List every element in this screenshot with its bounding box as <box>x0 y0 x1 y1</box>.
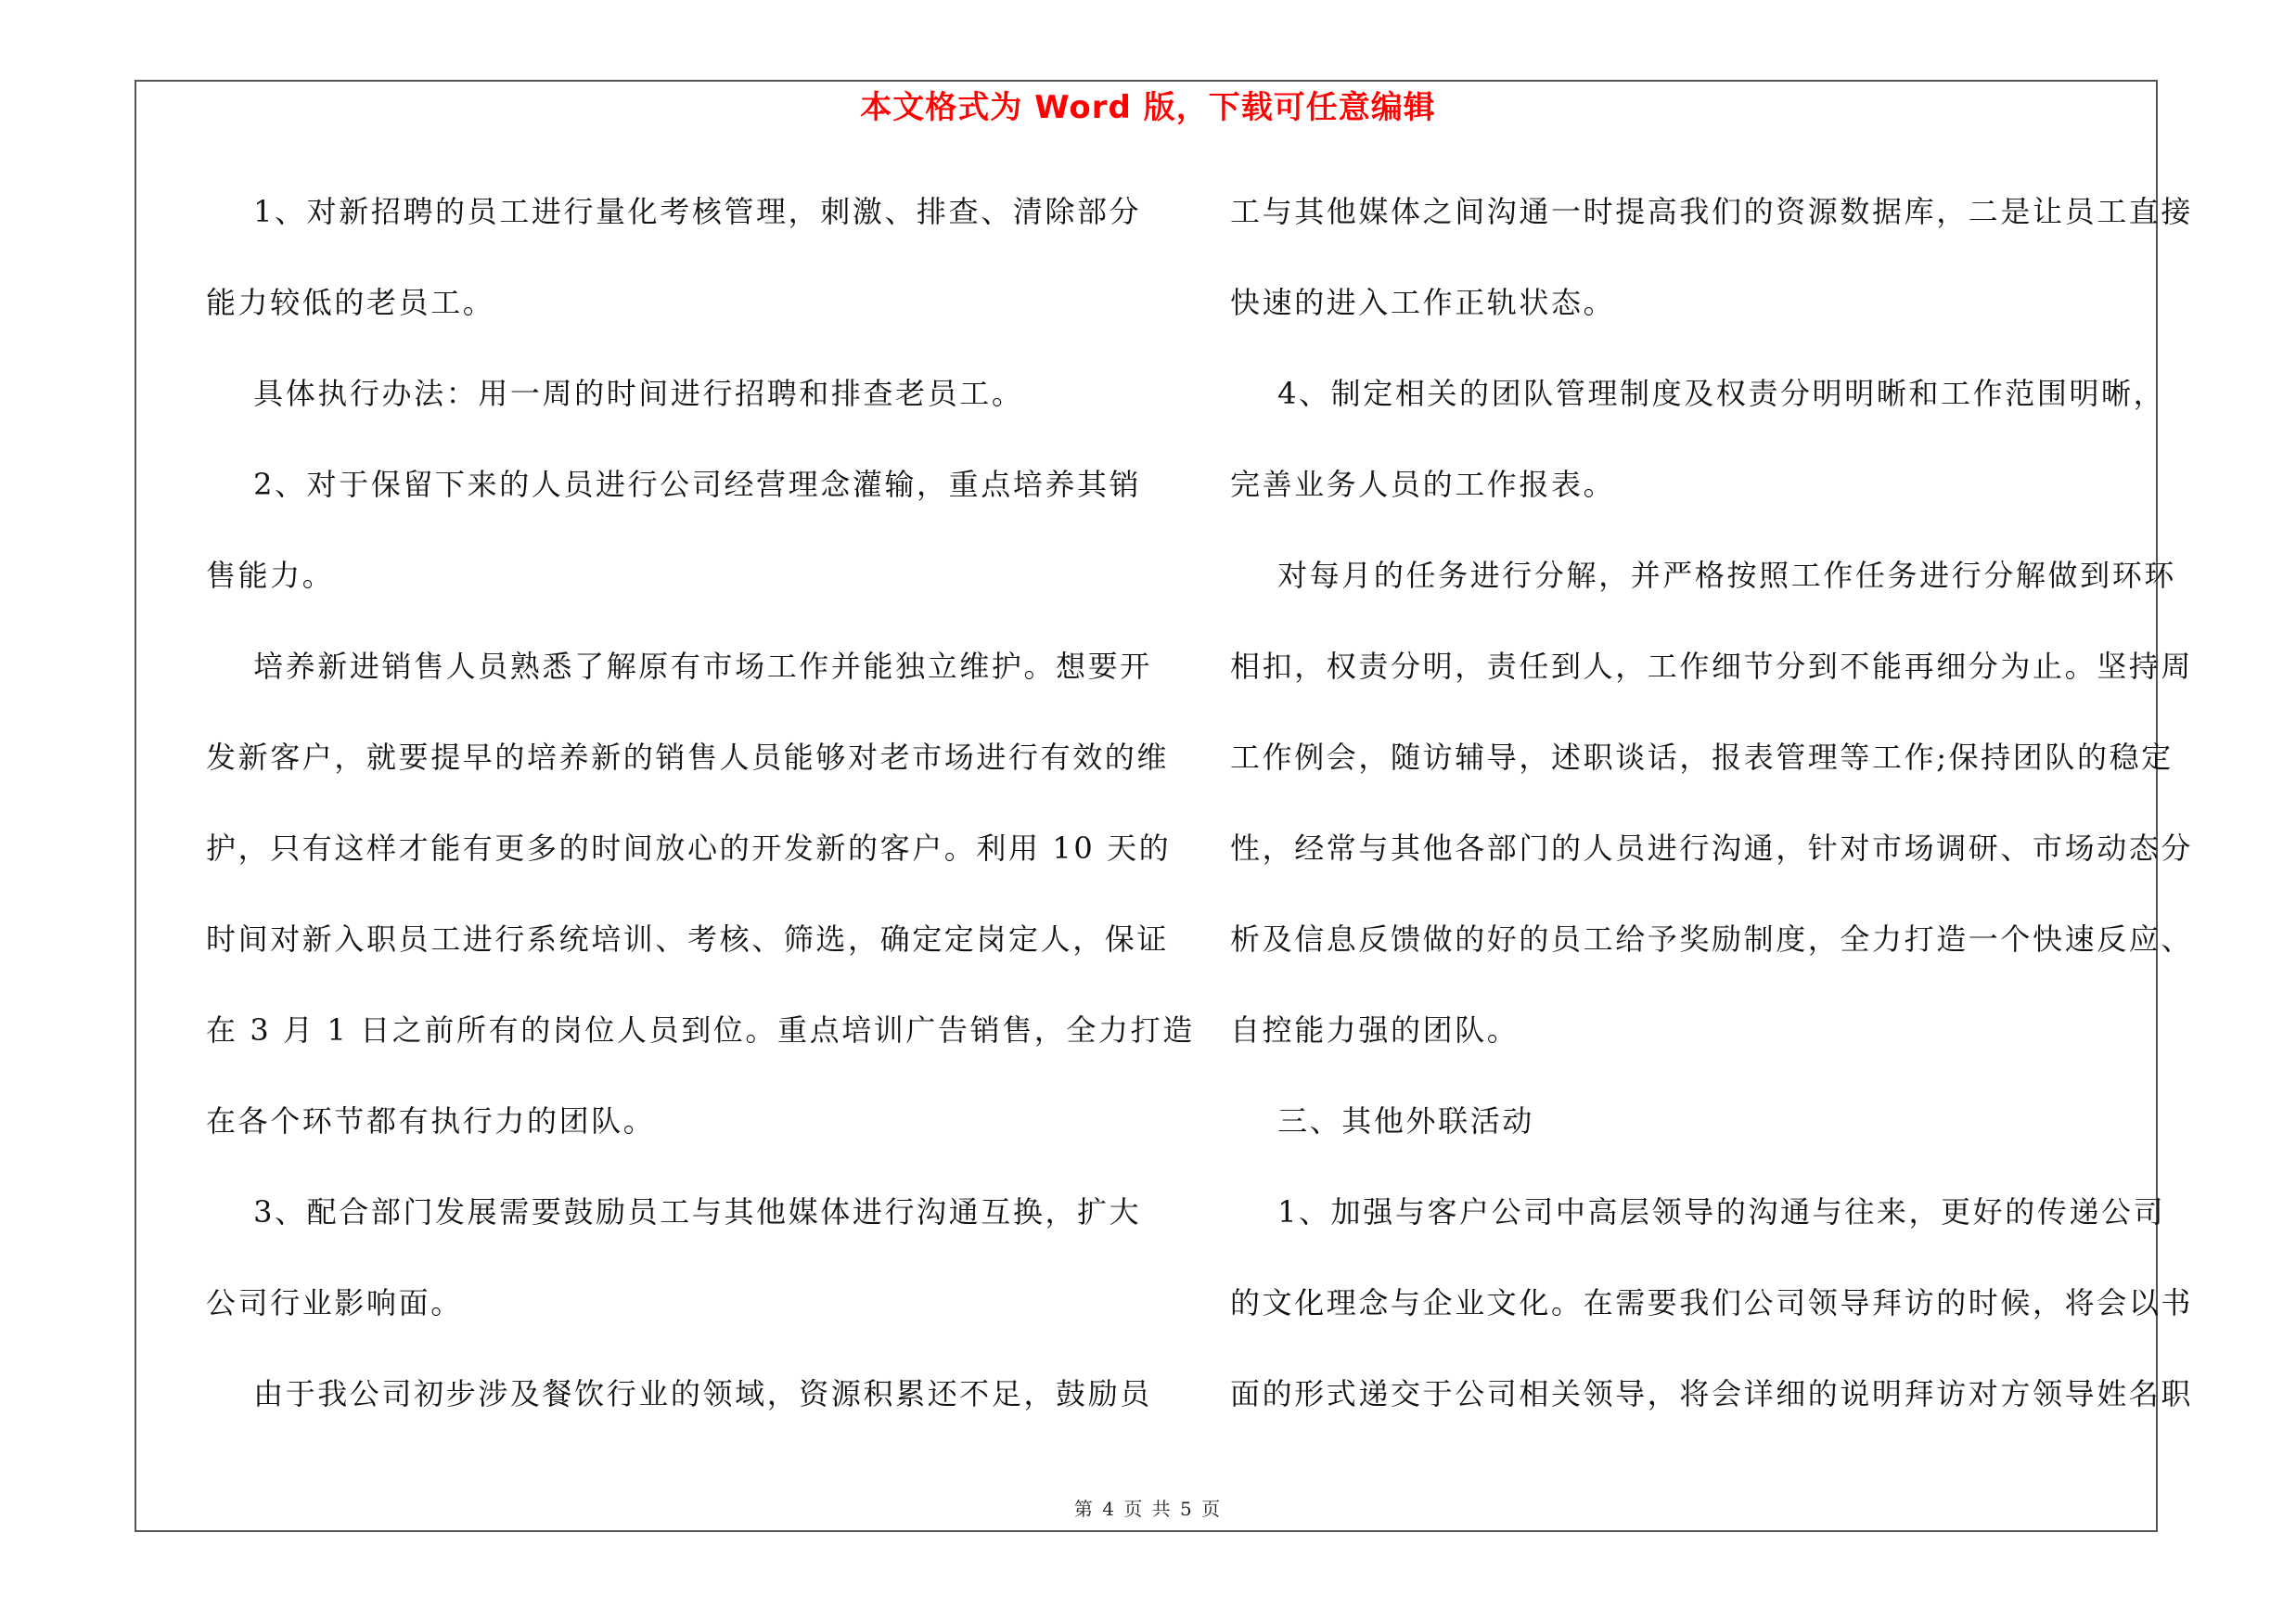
text-line: 培养新进销售人员熟悉了解原有市场工作并能独立维护。想要开 <box>206 649 1152 684</box>
text-line: 发新客户，就要提早的培养新的销售人员能够对老市场进行有效的维 <box>206 740 1170 775</box>
text-line: 性，经常与其他各部门的人员进行沟通，针对市场调研、市场动态分 <box>1230 831 2194 866</box>
text-line: 在各个环节都有执行力的团队。 <box>206 1103 656 1139</box>
right-text-column <box>1230 184 2194 1457</box>
text-line: 具体执行办法：用一周的时间进行招聘和排查老员工。 <box>206 376 1024 411</box>
text-line: 的文化理念与企业文化。在需要我们公司领导拜访的时候，将会以书 <box>1230 1285 2194 1320</box>
text-line: 能力较低的老员工。 <box>206 285 495 320</box>
text-line: 析及信息反馈做的好的员工给予奖励制度，全力打造一个快速反应、 <box>1230 921 2194 957</box>
text-line: 售能力。 <box>206 558 335 593</box>
text-line: 1、加强与客户公司中高层领导的沟通与往来，更好的传递公司 <box>1230 1194 2166 1230</box>
text-line: 对每月的任务进行分解，并严格按照工作任务进行分解做到环环 <box>1230 558 2176 593</box>
text-line: 时间对新入职员工进行系统培训、考核、筛选，确定定岗定人，保证 <box>206 921 1170 957</box>
text-line: 护，只有这样才能有更多的时间放心的开发新的客户。利用 10 天的 <box>206 831 1172 866</box>
text-line: 面的形式递交于公司相关领导，将会详细的说明拜访对方领导姓名职 <box>1230 1376 2194 1411</box>
page-number-footer: 第 4 页 共 5 页 <box>1073 1498 1223 1520</box>
text-line: 自控能力强的团队。 <box>1230 1012 1520 1048</box>
text-line: 三、其他外联活动 <box>1230 1103 1534 1139</box>
text-line: 2、对于保留下来的人员进行公司经营理念灌输，重点培养其销 <box>206 467 1142 502</box>
text-line: 公司行业影响面。 <box>206 1285 463 1320</box>
text-line: 工作例会，随访辅导，述职谈话，报表管理等工作;保持团队的稳定 <box>1230 740 2174 775</box>
text-line: 工与其他媒体之间沟通一时提高我们的资源数据库，二是让员工直接 <box>1230 194 2194 229</box>
word-format-banner: 本文格式为 Word 版，下载可任意编辑 <box>860 89 1436 126</box>
text-line: 在 3 月 1 日之前所有的岗位人员到位。重点培训广告销售，全力打造 <box>206 1012 1195 1048</box>
left-text-column <box>206 184 1195 1457</box>
text-line: 完善业务人员的工作报表。 <box>1230 467 1616 502</box>
text-line: 快速的进入工作正轨状态。 <box>1230 285 1616 320</box>
text-line: 1、对新招聘的员工进行量化考核管理，刺激、排查、清除部分 <box>206 194 1142 229</box>
text-line: 4、制定相关的团队管理制度及权责分明明晰和工作范围明晰， <box>1230 376 2166 411</box>
text-line: 3、配合部门发展需要鼓励员工与其他媒体进行沟通互换，扩大 <box>206 1194 1142 1230</box>
text-line: 由于我公司初步涉及餐饮行业的领域，资源积累还不足，鼓励员 <box>206 1376 1152 1411</box>
text-line: 相扣，权责分明，责任到人，工作细节分到不能再细分为止。坚持周 <box>1230 649 2194 684</box>
